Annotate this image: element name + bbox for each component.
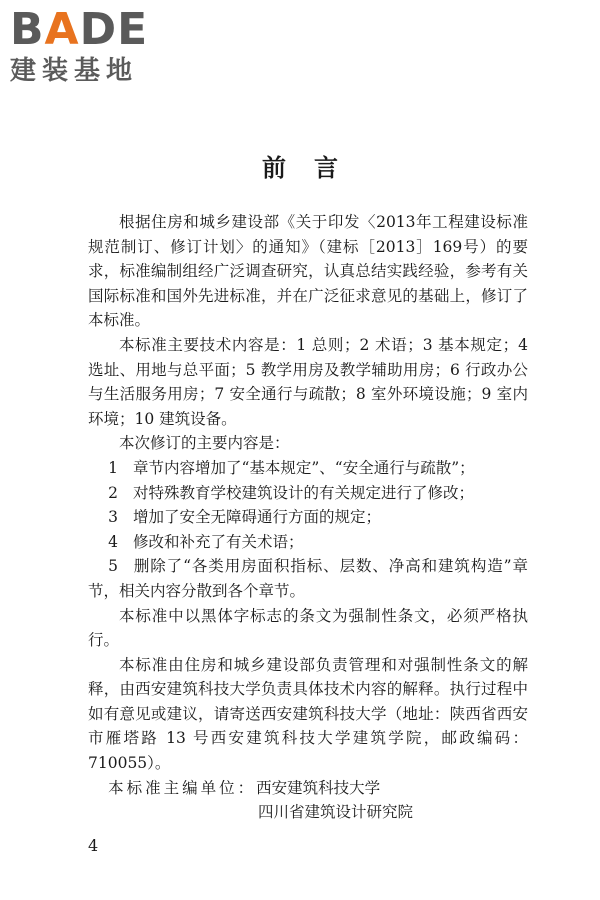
logo — [10, 6, 180, 86]
page-title: 前言 — [262, 153, 366, 182]
paragraph-revision-intro: 本次修订的主要内容是： — [119, 434, 290, 453]
revision-item-number: 4 — [108, 532, 119, 551]
logo-subtitle: 建装基地 — [10, 56, 139, 86]
logo-accent-letter: A — [44, 4, 80, 55]
revision-item — [88, 554, 528, 603]
revision-item — [88, 481, 528, 506]
page-number: 4 — [88, 836, 99, 855]
revision-item — [88, 456, 528, 481]
revision-item-text: 删除了“各类用房面积指标、层数、净高和建筑构造”章节，相关内容分散到各个章节。 — [88, 557, 528, 600]
revision-item-number: 1 — [108, 458, 119, 477]
logo-wordmark: BADE — [10, 4, 149, 55]
revision-item — [88, 505, 528, 530]
preface-body — [88, 210, 528, 825]
chief-editor-first: 西安建筑科技大学 — [256, 778, 381, 797]
paragraph-management: 本标准由住房和城乡建设部负责管理和对强制性条文的解释，由西安建筑科技大学负责具体技术内容的解释。执行过程中如有意见或建议，请寄送西安建筑科技大学（地址：陕西省西安市雁塔路 13 号西安建筑科技大学建筑学院，邮政编码：710055）。 — [88, 655, 528, 773]
revision-item — [88, 530, 528, 555]
revision-item-text: 增加了安全无障碍通行方面的规定； — [132, 508, 381, 527]
revision-item-text: 对特殊教育学校建筑设计的有关规定进行了修改； — [132, 483, 474, 502]
revision-item-text: 章节内容增加了“基本规定”、“安全通行与疏散”； — [132, 458, 475, 477]
chief-editor-second: 四川省建筑设计研究院 — [258, 803, 414, 822]
paragraph-contents: 本标准主要技术内容是：1 总则；2 术语；3 基本规定；4 选址、用地与总平面；5 教学用房及教学辅助用房；6 行政办公与生活服务用房；7 安全通行与疏散；8 室外环境设施；9 室内环境；10 建筑设备。 — [88, 335, 528, 428]
paragraph-intro: 根据住房和城乡建设部《关于印发〈2013年工程建设标准规范制订、修订计划〉的通知》（建标［2013］169号）的要求，标准编制组经广泛调查研究，认真总结实践经验，参考有关国际标准和国外先进标准，并在广泛征求意见的基础上，修订了本标准。 — [88, 213, 528, 330]
chief-editors — [88, 776, 528, 801]
revision-item-text: 修改和补充了有关术语； — [132, 532, 304, 551]
revision-item-number: 5 — [108, 557, 119, 576]
revision-item-number: 3 — [108, 508, 119, 527]
paragraph-mandatory: 本标准中以黑体字标志的条文为强制性条文，必须严格执行。 — [88, 606, 528, 650]
chief-editors-label: 本标准主编单位： — [108, 778, 257, 797]
revision-item-number: 2 — [108, 483, 119, 502]
